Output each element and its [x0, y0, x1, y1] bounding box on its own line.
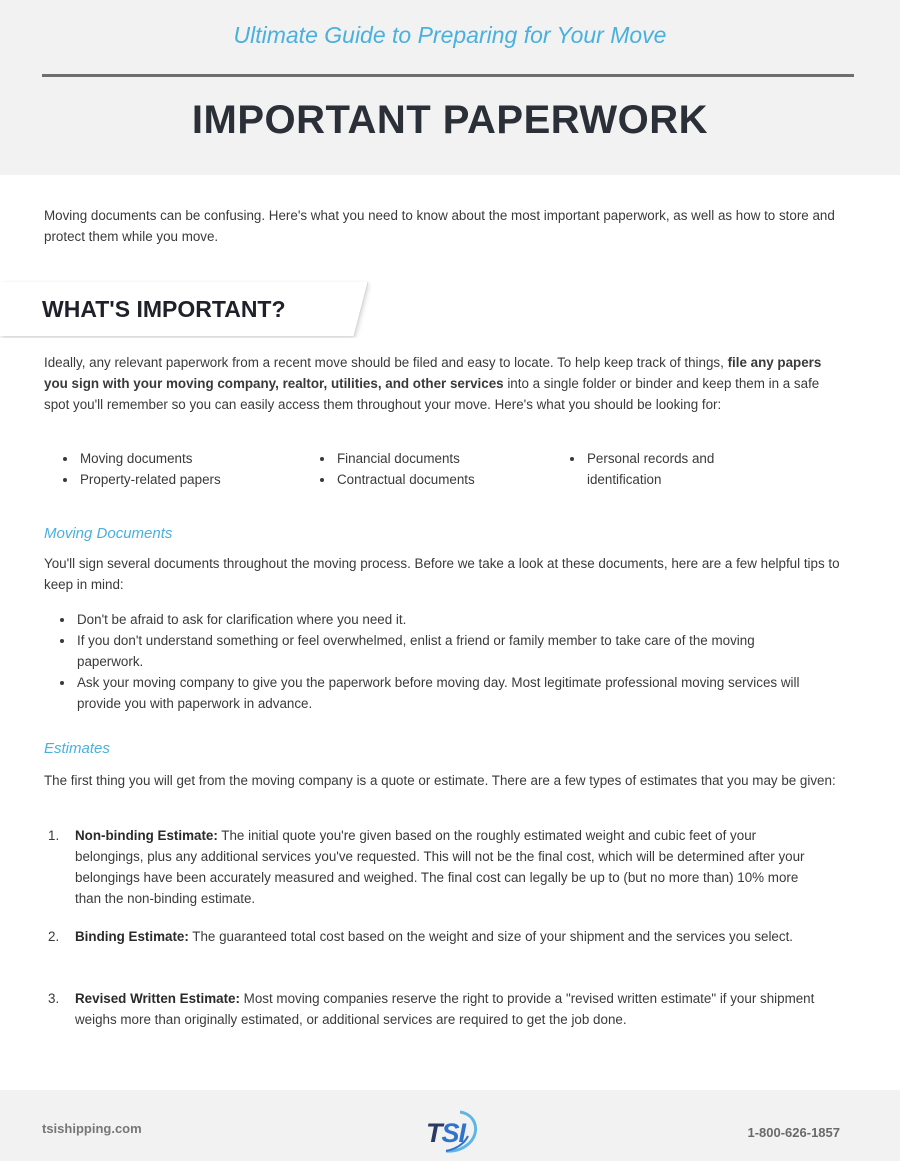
- estimate-number: 2.: [48, 929, 60, 944]
- bullet-column-2: [317, 448, 565, 490]
- estimate-title: Revised Written Estimate:: [75, 991, 240, 1006]
- list-item: • Contractual documents: [335, 469, 565, 490]
- moving-documents-heading: Moving Documents: [44, 525, 173, 542]
- estimates-paragraph: The first thing you will get from the moving company is a quote or estimate. There are a few types of estimates that you may be given:: [44, 773, 836, 788]
- estimates-heading: Estimates: [44, 740, 110, 757]
- list-item: • Don't be afraid to ask for clarification where you need it.: [75, 609, 815, 630]
- estimate-number: 3.: [48, 991, 60, 1006]
- list-item: • Moving documents: [78, 448, 308, 469]
- footer-website[interactable]: tsishipping.com: [42, 1121, 142, 1136]
- para-start: Ideally, any relevant paperwork from a recent move should be filed and easy to locate. To help keep track of things,: [44, 355, 728, 370]
- estimate-text: Most moving companies reserve the right to provide a "revised written estimate" if your shipment weighs more than originally estimated, or additional services are required to get the job done.: [75, 991, 815, 1027]
- footer-phone[interactable]: 1-800-626-1857: [747, 1125, 840, 1140]
- whats-important-banner: [0, 280, 372, 338]
- page-footer: [0, 1090, 900, 1161]
- guide-subtitle: Ultimate Guide to Preparing for Your Move: [233, 22, 667, 48]
- estimate-title: Non-binding Estimate:: [75, 828, 218, 843]
- intro-paragraph: Moving documents can be confusing. Here's what you need to know about the most important paperwork, as well as how to store and protect them while you move.: [44, 208, 835, 244]
- whats-important-heading: WHAT'S IMPORTANT?: [42, 296, 286, 322]
- list-item: • Ask your moving company to give you the paperwork before moving day. Most legitimate professional moving services will provide you with paperwork in advance.: [75, 672, 815, 714]
- whats-important-paragraph: [44, 352, 844, 415]
- para-end: into a single folder or binder and keep them in a safe spot you'll remember so you can easily access them throughout your move. Here's what you should be looking for:: [44, 376, 820, 412]
- para-bold: file any papers you sign with your moving company, realtor, utilities, and other services: [44, 355, 822, 391]
- estimate-number: 1.: [48, 828, 60, 843]
- list-item: • Property-related papers: [78, 469, 308, 490]
- estimate-body: [75, 988, 815, 1030]
- list-item: • Personal records and identification: [585, 448, 785, 490]
- moving-documents-paragraph: You'll sign several documents throughout the moving process. Before we take a look at these documents, here are a few helpful tips to keep in mind:: [44, 556, 840, 592]
- estimate-body: [75, 926, 815, 947]
- page-header: [0, 0, 900, 175]
- estimate-text: The guaranteed total cost based on the weight and size of your shipment and the services you select.: [188, 929, 794, 944]
- estimate-text: The initial quote you're given based on the roughly estimated weight and cubic feet of your belongings, plus any additional services you've requested. This will not be the final cost, which will be determined after your belongings have been accurately measured and weighed. The final cost can legally be up to (but no more than) 10% more than the non-binding estimate.: [75, 828, 805, 906]
- bullet-column-3: [567, 448, 785, 490]
- list-item: • If you don't understand something or feel overwhelmed, enlist a friend or family member to take care of the moving paperwork.: [75, 630, 815, 672]
- moving-tips-list: [60, 609, 815, 714]
- list-item: • Financial documents: [335, 448, 565, 469]
- bullet-column-1: [60, 448, 308, 490]
- page-title: IMPORTANT PAPERWORK: [191, 98, 709, 142]
- estimate-title: Binding Estimate:: [75, 929, 189, 944]
- estimate-body: [75, 825, 815, 909]
- tsi-logo: [416, 1106, 486, 1154]
- logo-text: TSI: [426, 1118, 466, 1148]
- header-rule: [42, 74, 854, 77]
